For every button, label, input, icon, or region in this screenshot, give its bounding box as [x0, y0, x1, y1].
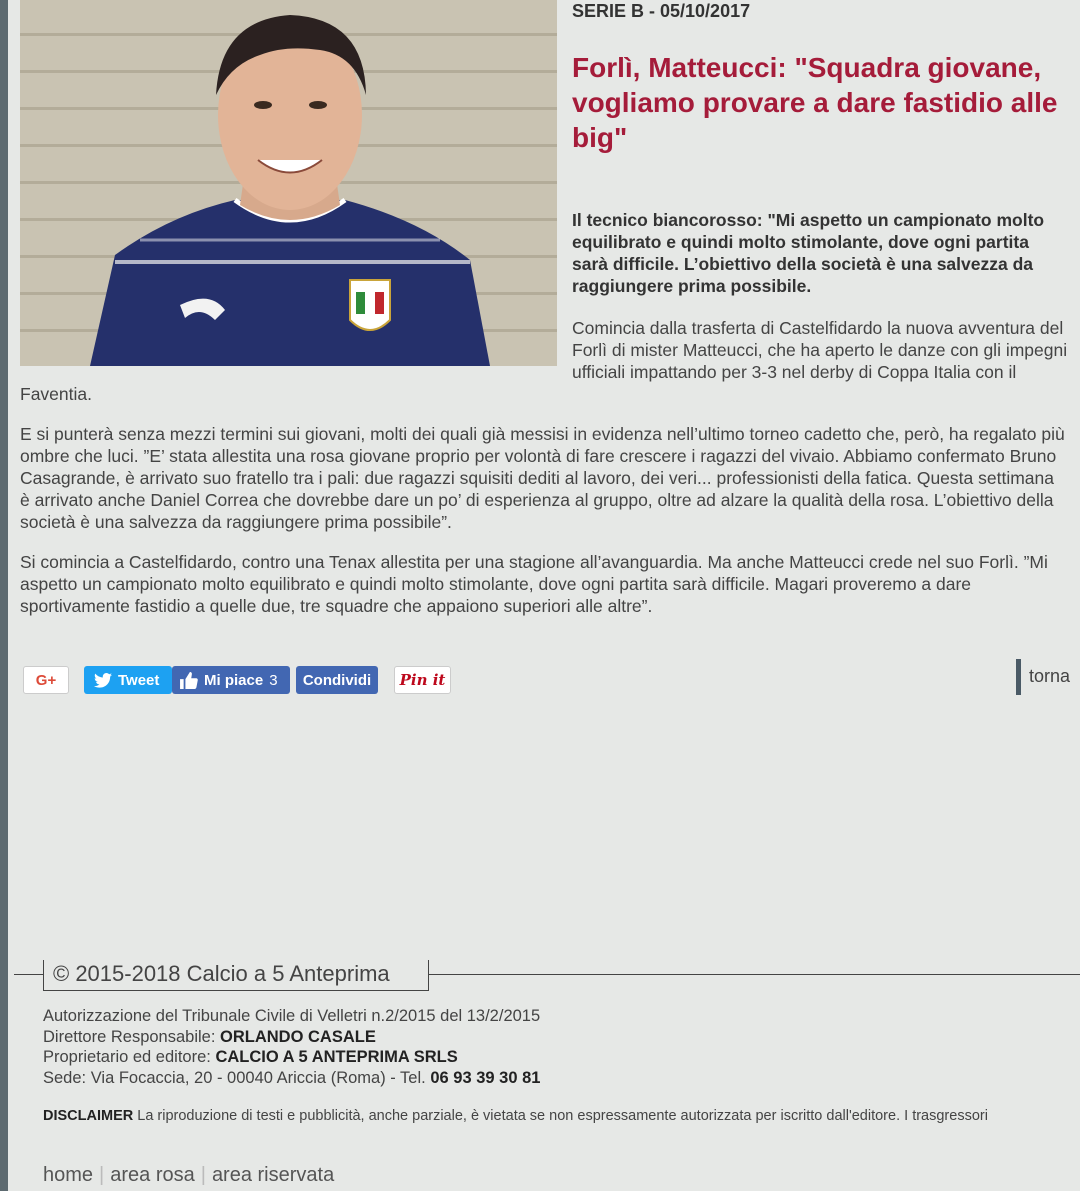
footer-authorization: Autorizzazione del Tribunale Civile di Velletri n.2/2015 del 13/2/2015	[43, 1007, 541, 1025]
article-paragraph: Comincia dalla trasferta di Castelfidardo la nuova avventura del Forlì di mister Matteucci, che ha aperto le danze con gli impegni ufficiali impattando per 3-3 nel derby di Coppa Italia con il Faventia.	[20, 318, 1068, 404]
nav-separator: |	[99, 1164, 105, 1186]
tweet-button[interactable]	[84, 666, 172, 694]
like-label: Mi piace	[204, 671, 264, 689]
article	[20, 0, 1068, 635]
left-edge-bar	[0, 0, 8, 1191]
article-title: Forlì, Matteucci: "Squadra giovane, vogliamo provare a dare fastidio alle big"	[572, 52, 1058, 153]
disclaimer-label: DISCLAIMER	[43, 1108, 134, 1124]
footer-owner	[43, 1047, 1080, 1068]
footer-nav	[43, 1164, 334, 1187]
footer-address	[43, 1068, 1080, 1089]
address-label: Sede: Via Focaccia, 20 - 00040 Ariccia (Roma) - Tel.	[43, 1068, 431, 1087]
facebook-share-button[interactable]	[296, 666, 378, 694]
tweet-label: Tweet	[118, 671, 160, 689]
like-count: 3	[269, 671, 278, 689]
pinterest-icon: Pin it	[399, 671, 446, 689]
google-plus-button[interactable]	[23, 666, 69, 694]
director-name: ORLANDO CASALE	[220, 1027, 376, 1046]
facebook-like-button[interactable]	[172, 666, 290, 694]
thumbs-up-icon	[180, 672, 198, 689]
footer-info	[43, 1006, 1080, 1088]
owner-label: Proprietario ed editore:	[43, 1048, 216, 1066]
director-label: Direttore Responsabile:	[43, 1027, 221, 1046]
article-paragraph: E si punterà senza mezzi termini sui giovani, molti dei quali già messisi in evidenza nell’ultimo torneo cadetto che, però, ha regalato più ombre che luci. ”E’ stata allestita una rosa giovane proprio per volontà di fare crescere i ragazzi del vivaio. Abbiamo confermato Bruno Casagrande, è arrivato suo fratello tra i pali: due ragazzi squisiti dediti al lavoro, dei veri... professionisti della fatica. Questa settimana è arrivato anche Daniel Correa che dovrebbe dare un po’ di esperienza al gruppo, oltre ad alzare la qualità della rosa. L’obiettivo della società è una salvezza da raggiungere prima possibile”.	[20, 424, 1065, 532]
pinterest-pin-button[interactable]	[394, 666, 451, 694]
article-lead: Il tecnico biancorosso: "Mi aspetto un campionato molto equilibrato e quindi molto stimolante, dove ogni partita sarà difficile. L’obiettivo della società è una salvezza da raggiungere prima possibile.	[572, 210, 1045, 296]
article-category-date: SERIE B - 05/10/2017	[572, 1, 751, 21]
footer-nav-area-riservata[interactable]: area riservata	[211, 1164, 335, 1186]
nav-separator: |	[200, 1164, 206, 1186]
coach-photo-illustration	[20, 0, 557, 366]
article-paragraph: Si comincia a Castelfidardo, contro una Tenax allestita per una stagione all’avanguardia. Ma anche Matteucci crede nel suo Forlì. ”Mi aspetto un campionato molto equilibrato e quindi molto stimolante, dove ogni partita sarà difficile. Magari proveremo a dare sportivamente fastidio a quelle due, tre squadre che appaiono superiori alle altre”.	[20, 552, 1048, 616]
share-label: Condividi	[302, 671, 372, 689]
back-link[interactable]: torna	[1016, 659, 1070, 695]
footer-copyright: © 2015-2018 Calcio a 5 Anteprima	[43, 960, 429, 991]
phone-number: 06 93 39 30 81	[430, 1068, 541, 1087]
footer-nav-home[interactable]: home	[43, 1164, 94, 1186]
footer-disclaimer	[43, 1108, 1080, 1124]
twitter-bird-icon	[94, 673, 112, 688]
footer-nav-area-rosa[interactable]: area rosa	[110, 1164, 195, 1186]
google-plus-icon: G+	[35, 671, 57, 689]
owner-name: CALCIO A 5 ANTEPRIMA SRLS	[215, 1048, 458, 1066]
share-toolbar	[23, 666, 1070, 698]
article-photo	[20, 0, 557, 366]
footer-director	[43, 1027, 1080, 1048]
disclaimer-text: La riproduzione di testi e pubblicità, anche parziale, è vietata se non espressamente autorizzata per iscritto dall'editore. I trasgressori	[133, 1108, 988, 1124]
